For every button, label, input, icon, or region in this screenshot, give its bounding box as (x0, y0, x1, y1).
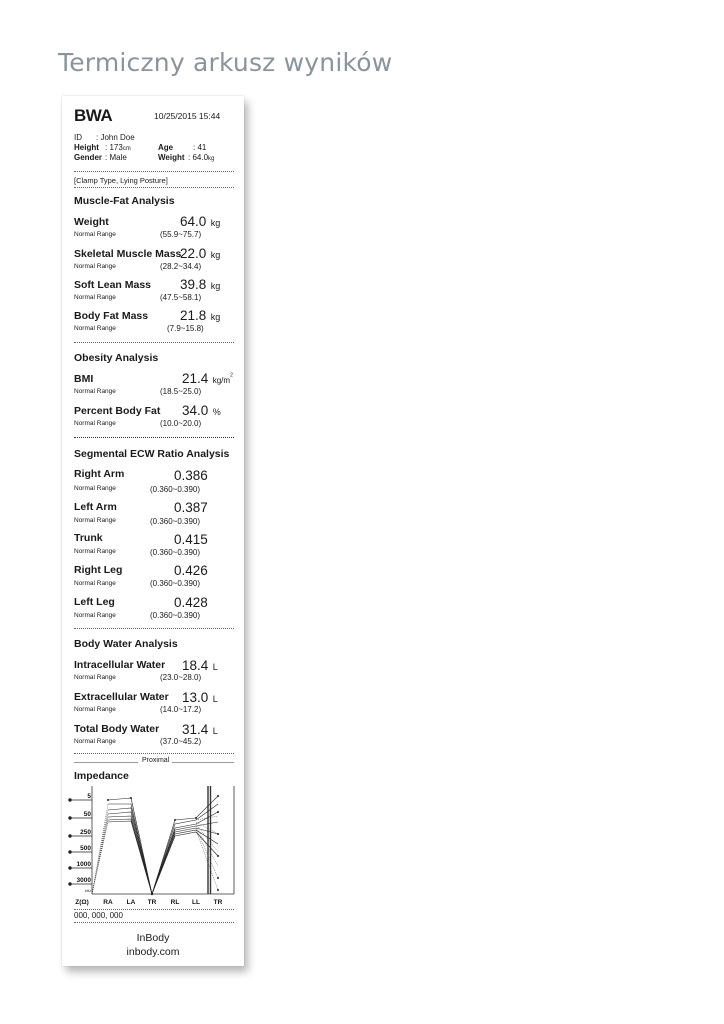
bmi-row-name: BMI (74, 373, 94, 385)
y-tick-label: 1000 (76, 861, 91, 868)
proximal-line-left (74, 762, 138, 763)
age-value: : 41 (193, 143, 207, 152)
divider (74, 187, 234, 188)
test-datetime: 10/25/2015 15:44 (154, 111, 221, 121)
gender-label: Gender (74, 153, 103, 162)
patient-id-value: : John Doe (96, 133, 135, 142)
page-title: Termiczny arkusz wyników (58, 48, 393, 77)
muscle-fat-title: Muscle-Fat Analysis (74, 195, 175, 207)
pbf-row-value: 34.0 % (182, 403, 221, 418)
y-tick-label: 5 (87, 793, 91, 800)
normal-range-label: Normal Range (74, 294, 116, 301)
slm-row-range: (47.5~58.1) (160, 293, 202, 302)
normal-range-label: Normal Range (74, 674, 116, 681)
left-arm-range: (0.360~0.390) (150, 517, 201, 526)
right-arm-range: (0.360~0.390) (150, 485, 201, 494)
divider (74, 342, 234, 343)
x-tick-label: LL (192, 899, 200, 906)
smm-row-value: 22.0 kg (180, 246, 221, 261)
ecw-title: Segmental ECW Ratio Analysis (74, 448, 230, 460)
brand-logo: BWA (74, 106, 113, 125)
left-leg-value: 0.428 (174, 595, 208, 610)
khz-label: kHz (84, 889, 91, 893)
x-tick-label: RA (103, 899, 113, 906)
impedance-chart (68, 786, 240, 910)
divider (74, 753, 234, 754)
proximal-label: Proximal (142, 757, 170, 764)
left-leg-range: (0.360~0.390) (150, 611, 201, 620)
normal-range-label: Normal Range (74, 420, 116, 427)
x-tick-label: LA (126, 899, 136, 906)
footer-brand: InBody (136, 932, 170, 944)
y-tick-label: 50 (83, 811, 91, 818)
icw-row-range: (23.0~28.0) (160, 673, 202, 682)
smm-row-name: Skeletal Muscle Mass (74, 248, 182, 260)
patient-id-label: ID (74, 133, 82, 142)
device-codes: 000, 000, 000 (74, 911, 123, 920)
right-arm-value: 0.386 (174, 468, 208, 483)
weight-row-name: Weight (74, 216, 109, 228)
weight-row-value: 64.0 kg (180, 214, 221, 229)
x-tick-label: TR (147, 899, 157, 906)
y-tick-label: 3000 (76, 877, 91, 884)
bmi-row-value: 21.4 $kg/m^2$ (182, 371, 233, 386)
pbf-row-range: (10.0~20.0) (160, 419, 202, 428)
tbw-row-range: (37.0~45.2) (160, 737, 202, 746)
normal-range-label: Normal Range (74, 580, 116, 587)
slm-row-name: Soft Lean Mass (74, 279, 152, 291)
slm-row-value: 39.8 kg (180, 277, 221, 292)
axis-unit-label: Z(Ω) (75, 899, 89, 906)
normal-range-label: Normal Range (74, 231, 116, 238)
divider (74, 171, 234, 172)
gender-value: : Male (105, 153, 127, 162)
normal-range-label: Normal Range (74, 738, 116, 745)
tbw-row-name: Total Body Water (74, 723, 160, 735)
trunk-value: 0.415 (174, 532, 208, 547)
y-tick-label: 500 (80, 845, 91, 852)
height-value: : 173cm (105, 143, 131, 152)
right-leg-value: 0.426 (174, 563, 208, 578)
normal-range-label: Normal Range (74, 548, 116, 555)
left-arm-name: Left Arm (74, 501, 117, 513)
divider (74, 628, 234, 629)
age-label: Age (158, 143, 174, 152)
right-arm-name: Right Arm (74, 468, 125, 480)
icw-row-value: 18.4 L (182, 658, 218, 673)
normal-range-label: Normal Range (74, 706, 116, 713)
normal-range-label: Normal Range (74, 325, 116, 332)
trunk-range: (0.360~0.390) (150, 548, 201, 557)
x-tick-label: TR (213, 899, 223, 906)
divider (74, 437, 234, 438)
results-sheet (62, 96, 244, 966)
smm-row-range: (28.2~34.4) (160, 262, 202, 271)
height-label: Height (74, 143, 99, 152)
bmi-row-range: (18.5~25.0) (160, 387, 202, 396)
normal-range-label: Normal Range (74, 612, 116, 619)
tbw-row-value: 31.4 L (182, 722, 218, 737)
normal-range-label: Normal Range (74, 263, 116, 270)
bfm-row-range: (7.9~15.8) (167, 324, 204, 333)
normal-range-label: Normal Range (74, 388, 116, 395)
left-arm-value: 0.387 (174, 500, 208, 515)
weight-label: Weight (158, 153, 185, 162)
normal-range-label: Normal Range (74, 485, 116, 492)
posture-label: [Clamp Type, Lying Posture] (74, 176, 168, 185)
left-leg-name: Left Leg (74, 596, 115, 608)
bfm-row-value: 21.8 kg (180, 308, 221, 323)
normal-range-label: Normal Range (74, 517, 116, 524)
trunk-name: Trunk (74, 532, 103, 544)
bfm-row-name: Body Fat Mass (74, 310, 149, 322)
weight-row-range: (55.9~75.7) (160, 230, 202, 239)
icw-row-name: Intracellular Water (74, 659, 166, 671)
ecw-water-row-value: 13.0 L (182, 690, 218, 705)
y-tick-label: 250 (80, 829, 91, 836)
right-leg-range: (0.360~0.390) (150, 579, 201, 588)
divider (74, 922, 234, 923)
weight-value: : 64.0kg (188, 153, 215, 162)
right-leg-name: Right Leg (74, 564, 123, 576)
x-tick-label: RL (170, 899, 180, 906)
obesity-title: Obesity Analysis (74, 352, 159, 364)
proximal-line-right (172, 762, 234, 763)
footer-url: inbody.com (126, 946, 180, 958)
impedance-title: Impedance (74, 770, 129, 782)
divider (74, 909, 234, 910)
ecw-water-row-range: (14.0~17.2) (160, 705, 202, 714)
ecw-row-name: Extracellular Water (74, 691, 169, 703)
water-title: Body Water Analysis (74, 638, 178, 650)
pbf-row-name: Percent Body Fat (74, 405, 161, 417)
